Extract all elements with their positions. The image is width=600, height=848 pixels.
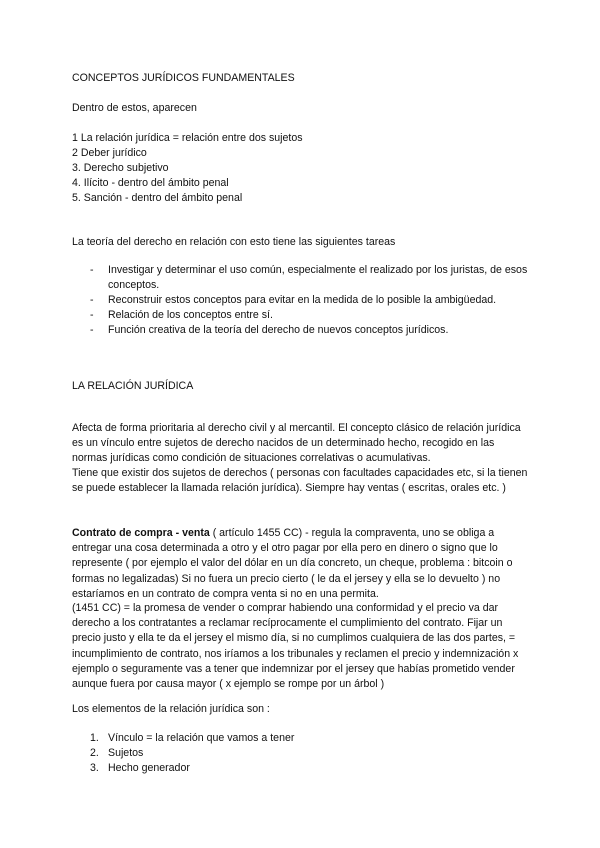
paragraph-definition: Afecta de forma prioritaria al derecho civil y al mercantil. El concepto clásico de relación jurídica es un vínculo entre sujetos de derecho nacidos de un determinado hecho, recogido en las normas jurídicas como condición de situaciones correlativas o acumulativas. [72, 422, 521, 465]
element-item [90, 761, 190, 776]
task-text: Función creativa de la teoría del derecho de nuevos conceptos jurídicos. [108, 324, 449, 336]
task-text: Reconstruir estos conceptos para evitar en la medida de lo posible la ambigüedad. [108, 294, 497, 306]
element-text: Vínculo = la relación que vamos a tener [108, 732, 295, 744]
task-item [90, 263, 530, 293]
element-text: Hecho generador [108, 762, 190, 774]
concept-item: 3. Derecho subjetivo [72, 162, 169, 174]
tasks-intro: La teoría del derecho en relación con esto tiene las siguientes tareas [72, 236, 396, 248]
task-item [90, 293, 530, 308]
elements-intro: Los elementos de la relación jurídica son : [72, 703, 270, 715]
element-number: 2. [90, 747, 99, 759]
element-number: 3. [90, 762, 99, 774]
section-title: LA RELACIÓN JURÍDICA [72, 380, 194, 392]
element-item [90, 746, 143, 761]
contract-text: ( artículo 1455 CC) - regula la compraventa, uno se obliga a entregar una cosa determinada a otro y el otro pagar por ella pero en dinero o signo que lo represente ( por ejemplo el valor del dólar en un día concreto, un cheque, problema : bitcoin o formas no legalizadas) Si no fuera un precio cierto ( le da el jersey y ella se lo devuelto ) no estaríamos en un contrato de compra venta si no en una permita. [72, 527, 513, 600]
element-number: 1. [90, 732, 99, 744]
element-item [90, 731, 294, 746]
element-text: Sujetos [108, 747, 144, 759]
paragraph-promise: (1451 CC) = la promesa de vender o comprar habiendo una conformidad y el precio va dar derecho a los contratantes a reclamar recíprocamente el cumplimiento del contrato. Fijar un precio justo y ella te da el jersey el mismo día, si no cumplimos cualquiera de las dos partes, = incumplimiento de contrato, nos iríamos a los tribunales y reclamen el precio y indemnización x ejemplo o seguramente vas a tener que indemnizar por el jersey que habías prometido vender aunque fuera por causa mayor ( x ejemplo se rompe por un árbol ) [72, 602, 519, 691]
bullet-dash: - [90, 324, 94, 336]
bullet-dash: - [90, 264, 94, 276]
concept-item: 2 Deber jurídico [72, 147, 147, 159]
task-item [90, 323, 530, 338]
intro-text: Dentro de estos, aparecen [72, 102, 197, 114]
paragraph-subjects: Tiene que existir dos sujetos de derechos ( personas con facultades capacidades etc, si la tienen se puede establecer la llamada relación jurídica). Siempre hay ventas ( escritas, orales etc. ) [72, 467, 528, 495]
page-title: CONCEPTOS JURÍDICOS FUNDAMENTALES [72, 72, 295, 84]
bullet-dash: - [90, 294, 94, 306]
task-text: Investigar y determinar el uso común, especialmente el realizado por los juristas, de esos conceptos. [108, 264, 528, 292]
bullet-dash: - [90, 309, 94, 321]
task-text: Relación de los conceptos entre sí. [108, 309, 273, 321]
concept-item: 1 La relación jurídica = relación entre dos sujetos [72, 132, 303, 144]
contract-term: Contrato de compra - venta [72, 527, 210, 539]
concept-item: 5. Sanción - dentro del ámbito penal [72, 192, 243, 204]
concept-item: 4. Ilícito - dentro del ámbito penal [72, 177, 229, 189]
task-item [90, 308, 530, 323]
paragraph-contract [72, 526, 532, 602]
